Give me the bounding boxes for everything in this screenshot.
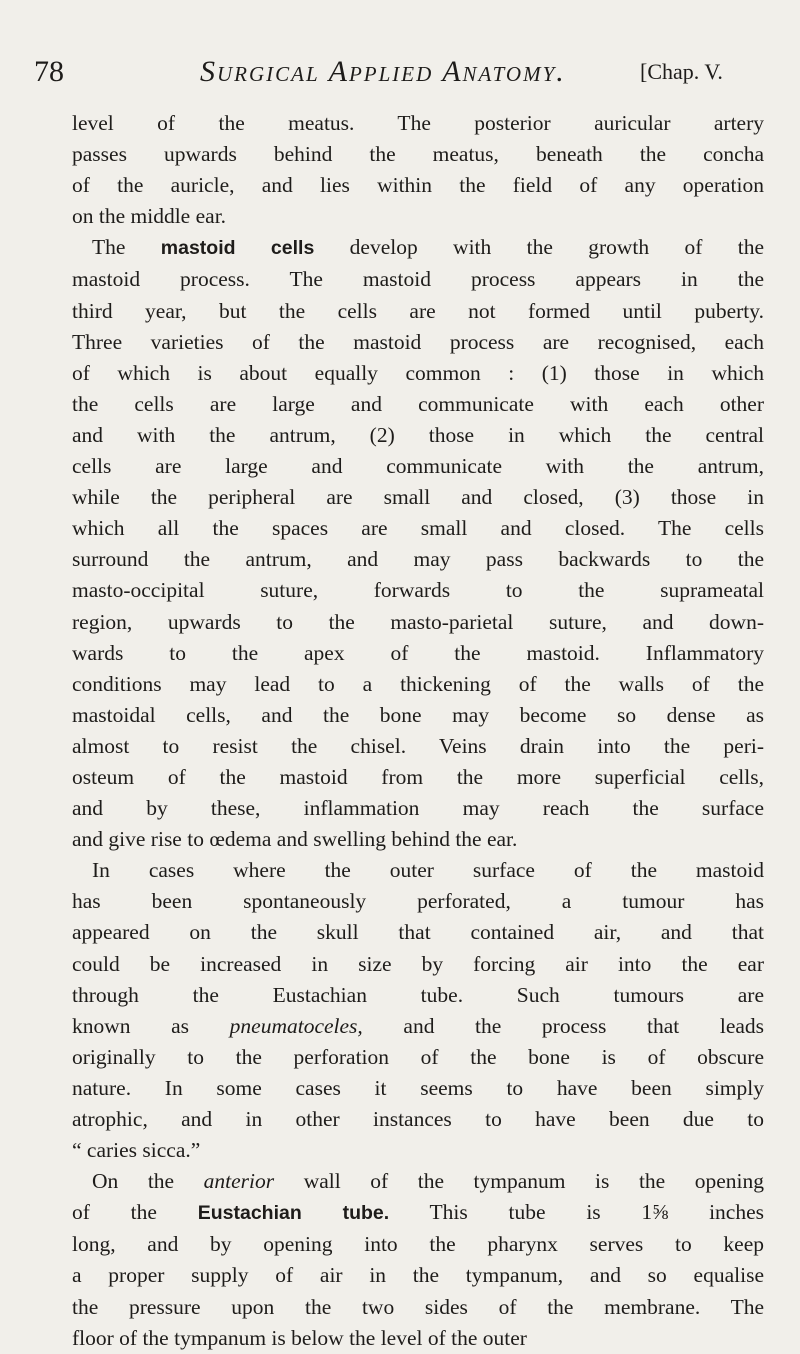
text-run: This tube is 1⅝ inches [429,1200,764,1225]
text-line: mastoidal cells, and the bone may become so dense as [72,702,764,727]
text-line: third year, but the cells are not formed until puberty. [72,298,764,323]
text-line: mastoid process. The mastoid process appears in the [72,267,764,292]
text-line: floor of the tympanum is below the level of the outer [72,1325,527,1350]
page-header [0,52,800,92]
text-run: and the process that leads [403,1013,765,1038]
text-line: a proper supply of air in the tympanum, and so equalise [72,1263,764,1288]
text-line: the cells are large and communicate with each other [72,391,764,416]
running-title: Surgical Applied Anatomy. [200,55,566,88]
text-line: long, and by opening into the pharynx serves to keep [72,1232,764,1257]
term-mastoid-cells: mastoid cells [160,237,315,260]
text-line: originally to the perforation of the bone is of obscure [72,1044,764,1069]
text-line: surround the antrum, and may pass backwards to the [72,547,764,572]
text-line: which all the spaces are small and closed. The cells [72,516,764,541]
text-line: nature. In some cases it seems to have been simply [72,1075,764,1100]
text-line [72,1011,764,1042]
text-line: region, upwards to the masto-parietal suture, and down- [72,609,764,634]
text-line [72,232,764,264]
text-line: passes upwards behind the meatus, beneath the concha [72,142,764,167]
text-line: appeared on the skull that contained air, and that [72,920,764,945]
text-run: On the [92,1169,175,1194]
text-run: develop with the growth of the [349,235,764,260]
text-line: and by these, inflammation may reach the surface [72,796,764,821]
text-line: while the peripheral are small and closed, (3) those in [72,485,764,510]
body-text [72,108,764,1354]
text-line [72,1166,764,1197]
page-number: 78 [34,55,64,88]
text-run: wall of the tympanum is the opening [303,1169,765,1194]
text-line: and give rise to œdema and swelling behind the ear. [72,827,518,852]
text-line [72,1197,764,1229]
text-line: cells are large and communicate with the antrum, [72,454,764,479]
text-line: In cases where the outer surface of the mastoid [92,858,764,883]
text-line: through the Eustachian tube. Such tumours are [72,982,764,1007]
text-line: and with the antrum, (2) those in which the central [72,422,764,447]
text-line: “ caries sicca.” [72,1138,201,1163]
text-line: atrophic, and in other instances to have been due to [72,1107,764,1131]
text-line: of the auricle, and lies within the field of any operation [72,173,764,198]
text-line: Three varieties of the mastoid process are recognised, each [72,329,764,354]
text-run: The [92,235,126,260]
text-line: could be increased in size by forcing air into the ear [72,951,764,976]
text-line: has been spontaneously perforated, a tumour has [72,889,764,914]
text-line: conditions may lead to a thickening of the walls of the [72,671,764,696]
text-line: osteum of the mastoid from the more superficial cells, [72,764,764,789]
text-line: the pressure upon the two sides of the membrane. The [72,1294,764,1319]
chapter-marker: [Chap. V. [640,59,723,84]
text-line: on the middle ear. [72,204,227,229]
text-line: almost to resist the chisel. Veins drain into the peri- [72,733,764,758]
text-run: known as [72,1013,190,1038]
text-line: wards to the apex of the mastoid. Inflammatory [72,640,764,665]
term-pneumatoceles: pneumatoceles, [229,1013,363,1038]
term-eustachian-tube: Eustachian tube. [197,1202,390,1225]
text-run: of the [72,1200,157,1225]
text-line: of which is about equally common : (1) those in which [72,360,764,385]
text-line: masto-occipital suture, forwards to the suprameatal [72,578,764,603]
term-anterior: anterior [203,1169,275,1194]
text-line: level of the meatus. The posterior auricular artery [72,111,764,135]
